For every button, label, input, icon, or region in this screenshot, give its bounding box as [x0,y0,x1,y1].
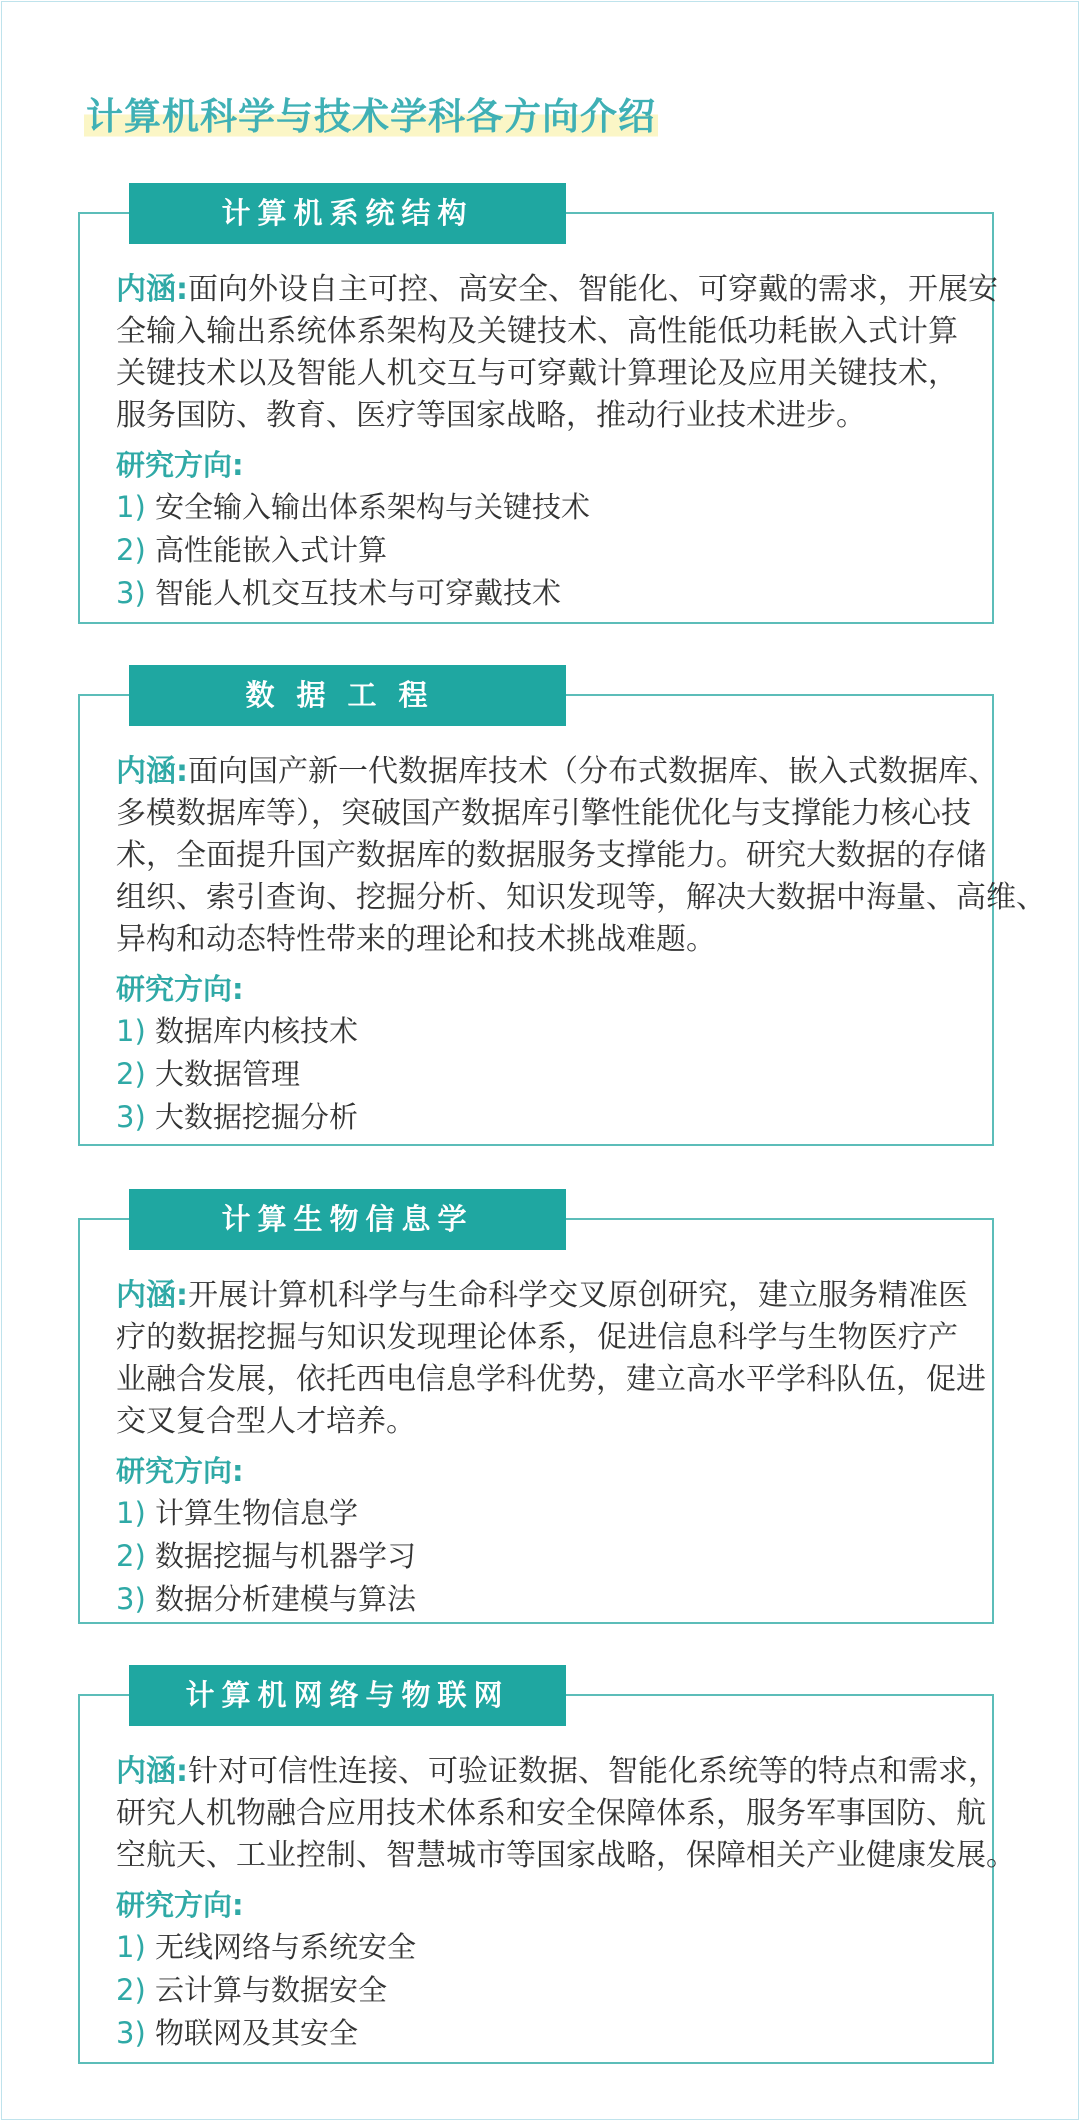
direction-text: 高性能嵌入式计算 [154,533,387,567]
intro-label: 内涵: [116,1278,188,1313]
direction-item [116,1053,956,1096]
direction-number: 3) [116,1100,146,1134]
direction-number: 3) [116,2016,146,2050]
direction-number: 1) [116,490,146,524]
intro-text: 开展计算机科学与生命科学交叉原创研究，建立服务精准医 [188,1278,968,1313]
intro-line [116,877,1046,919]
intro-label: 内涵: [116,754,188,789]
direction-number: 1) [116,1930,146,1964]
direction-number: 2) [116,533,146,567]
direction-text: 大数据管理 [154,1057,300,1091]
intro-line [116,269,998,311]
section-intro [116,1275,986,1443]
intro-line [116,1359,986,1401]
section-heading: 计算生物信息学 [129,1189,566,1250]
direction-number: 3) [116,1582,146,1616]
intro-text: 关键技术以及智能人机交互与可穿戴计算理论及应用关键技术， [116,356,958,391]
direction-item [116,1096,956,1139]
intro-line [116,353,958,395]
direction-text: 智能人机交互技术与可穿戴技术 [154,576,561,610]
intro-line [116,1751,998,1793]
direction-number: 2) [116,1973,146,2007]
intro-text: 针对可信性连接、可验证数据、智能化系统等的特点和需求， [188,1754,998,1789]
intro-text: 组织、索引查询、挖掘分析、知识发现等，解决大数据中海量、高维、 [116,880,1046,915]
direction-item [116,1926,956,1969]
section-card [78,1202,994,1624]
directions-heading: 研究方向: [116,972,244,1006]
intro-line [116,1275,968,1317]
section-heading: 数据工程 [129,665,566,726]
intro-text: 交叉复合型人才培养。 [116,1404,416,1439]
direction-item [116,1969,956,2012]
intro-line [116,395,958,437]
section-card [78,1678,1016,2064]
direction-item [116,1492,956,1535]
intro-label: 内涵: [116,1754,188,1789]
direction-text: 数据库内核技术 [154,1014,358,1048]
intro-line [116,793,971,835]
direction-number: 2) [116,1539,146,1573]
direction-item [116,529,956,572]
intro-line [116,751,998,793]
direction-text: 大数据挖掘分析 [154,1100,358,1134]
intro-line [116,1401,958,1443]
direction-text: 云计算与数据安全 [154,1973,387,2007]
direction-item [116,2012,956,2055]
section-heading: 计算机系统结构 [129,183,566,244]
direction-item [116,1578,956,1621]
direction-text: 安全输入输出体系架构与关键技术 [154,490,590,524]
intro-line [116,311,958,353]
direction-text: 数据分析建模与算法 [154,1582,416,1616]
intro-line [116,1317,958,1359]
intro-label: 内涵: [116,272,188,307]
intro-text: 疗的数据挖掘与知识发现理论体系，促进信息科学与生物医疗产 [116,1320,958,1355]
directions-heading: 研究方向: [116,448,244,482]
direction-text: 无线网络与系统安全 [154,1930,416,1964]
directions-heading: 研究方向: [116,1888,244,1922]
direction-number: 2) [116,1057,146,1091]
section-card [78,678,1046,1146]
intro-line [116,1835,1016,1877]
intro-text: 空航天、工业控制、智慧城市等国家战略，保障相关产业健康发展。 [116,1838,1016,1873]
page-title: 计算机科学与技术学科各方向介绍 [86,95,656,138]
intro-text: 业融合发展，依托西电信息学科优势，建立高水平学科队伍，促进 [116,1362,986,1397]
direction-item [116,486,956,529]
section-card [78,196,998,624]
direction-number: 1) [116,1496,146,1530]
direction-text: 物联网及其安全 [154,2016,358,2050]
intro-line [116,835,986,877]
intro-text: 面向国产新一代数据库技术（分布式数据库、嵌入式数据库、 [188,754,998,789]
intro-text: 术，全面提升国产数据库的数据服务支撑能力。研究大数据的存储 [116,838,986,873]
intro-line [116,919,958,961]
direction-item [116,1535,956,1578]
direction-text: 计算生物信息学 [154,1496,358,1530]
direction-number: 1) [116,1014,146,1048]
direction-number: 3) [116,576,146,610]
directions-heading: 研究方向: [116,1454,244,1488]
intro-text: 全输入输出系统体系架构及关键技术、高性能低功耗嵌入式计算 [116,314,958,349]
intro-line [116,1793,986,1835]
section-heading: 计算机网络与物联网 [129,1665,566,1726]
section-intro [116,1751,1016,1877]
direction-item [116,572,956,615]
section-intro [116,269,998,437]
direction-item [116,1010,956,1053]
intro-text: 异构和动态特性带来的理论和技术挑战难题。 [116,922,716,957]
intro-text: 多模数据库等），突破国产数据库引擎性能优化与支撑能力核心技 [116,796,971,831]
direction-text: 数据挖掘与机器学习 [154,1539,416,1573]
intro-text: 服务国防、教育、医疗等国家战略，推动行业技术进步。 [116,398,866,433]
intro-text: 面向外设自主可控、高安全、智能化、可穿戴的需求，开展安 [188,272,998,307]
section-intro [116,751,1046,961]
intro-text: 研究人机物融合应用技术体系和安全保障体系，服务军事国防、航 [116,1796,986,1831]
